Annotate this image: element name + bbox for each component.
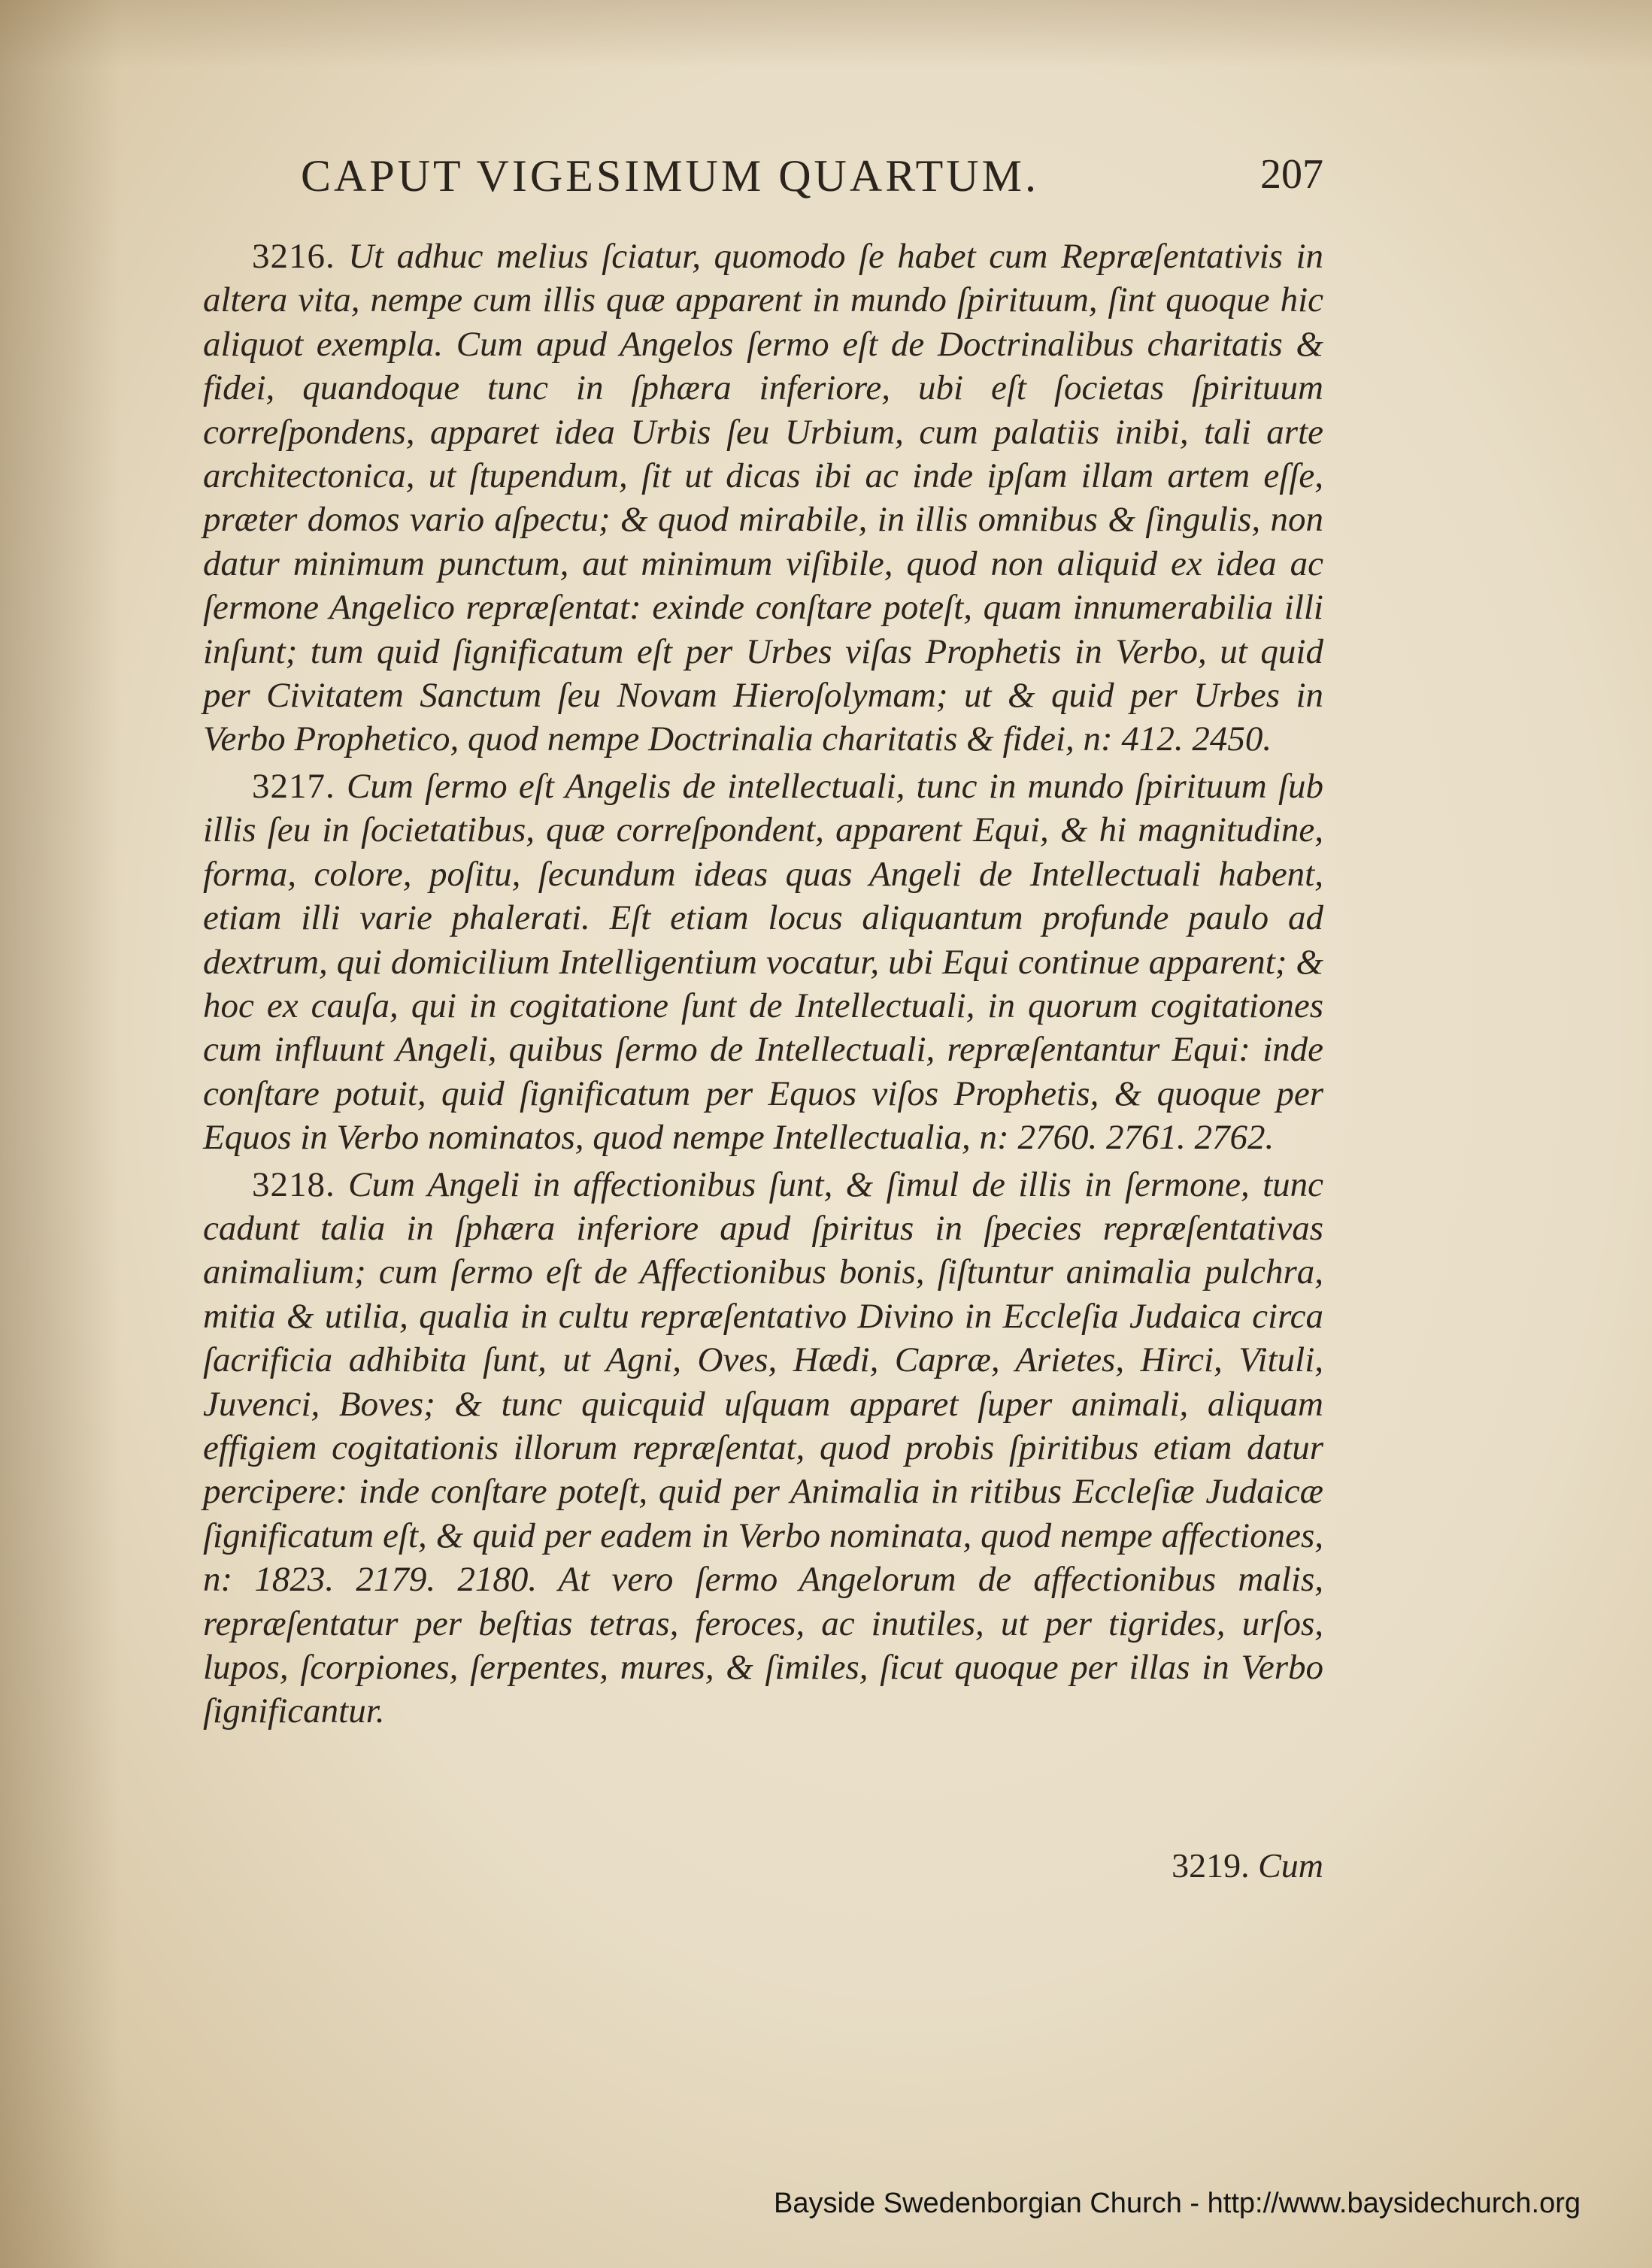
- paragraph-3216: [203, 235, 1323, 762]
- body-text: [203, 235, 1323, 1737]
- paragraph-number: 3216.: [252, 237, 335, 276]
- page-number: 207: [1260, 151, 1323, 198]
- paragraph-3217: [203, 765, 1323, 1160]
- catchword-number: 3219.: [1172, 1846, 1250, 1885]
- spine-shadow: [0, 0, 120, 2268]
- paragraph-3218: [203, 1163, 1323, 1734]
- paragraph-text: Ut adhuc melius ſciatur, quomodo ſe habet cum Repræſentativis in altera vita, nempe cum illis quæ apparent in mundo ſpirituum, ſint quoque hic aliquot exempla. Cum apud Angelos ſermo eſt de Doctrinalibus charitatis & fidei, quandoque tunc in ſphæra inferiore, ubi eſt ſocietas ſpirituum correſpondens, apparet idea Urbis ſeu Urbium, cum palatiis inibi, tali arte architectonica, ut ſtupendum, ſit ut dicas ibi ac inde ipſam illam artem eſſe, præter domos vario aſpectu; & quod mirabile, in illis omnibus & ſingulis, non datur minimum punctum, aut minimum viſibile, quod non aliquid ex idea ac ſermone Angelico repræſentat: exinde conſtare poteſt, quam innumerabilia illi inſunt; tum quid ſignificatum eſt per Urbes viſas Prophetis in Verbo, ut quid per Civitatem Sanctum ſeu Novam Hieroſolymam; ut & quid per Urbes in Verbo Prophetico, quod nempe Doctrinalia charitatis & fidei, n: 412. 2450.: [203, 237, 1323, 759]
- running-head: CAPUT VIGESIMUM QUARTUM.: [301, 151, 1039, 201]
- paragraph-number: 3218.: [252, 1164, 335, 1204]
- paragraph-number: 3217.: [252, 766, 335, 806]
- page-header: [301, 150, 1323, 210]
- top-edge-shadow: [0, 0, 1652, 68]
- watermark-credit: Bayside Swedenborgian Church - http://www.baysidechurch.org: [773, 2188, 1581, 2219]
- catchword-word: Cum: [1258, 1846, 1323, 1885]
- paragraph-text: Cum ſermo eſt Angelis de intellectuali, tunc in mundo ſpirituum ſub illis ſeu in ſocietatibus, quæ correſpondent, apparent Equi, & hi magnitudine, forma, colore, poſitu, ſecundum ideas quas Angeli de Intellectuali habent, etiam illi varie phalerati. Eſt etiam locus aliquantum profunde paulo ad dextrum, qui domicilium Intelligentium vocatur, ubi Equi continue apparent; & hoc ex cauſa, qui in cogitatione ſunt de Intellectuali, in quorum cogitationes cum influunt Angeli, quibus ſermo de Intellectuali, repræſentantur Equi: inde conſtare potuit, quid ſignificatum per Equos viſos Prophetis, & quoque per Equos in Verbo nominatos, quod nempe Intellectualia, n: 2760. 2761. 2762.: [203, 766, 1324, 1158]
- paragraph-text: Cum Angeli in affectionibus ſunt, & ſimul de illis in ſermone, tunc cadunt talia in ſphæra inferiore apud ſpiritus in ſpecies repræſentativas animalium; cum ſermo eſt de Affectionibus bonis, ſiſtuntur animalia pulchra, mitia & utilia, qualia in cultu repræſentativo Divino in Eccleſia Judaica circa ſacrificia adhibita ſunt, ut Agni, Oves, Hædi, Capræ, Arietes, Hirci, Vituli, Juvenci, Boves; & tunc quicquid uſquam apparet ſuper animali, aliquam effigiem cogitationis illorum repræſentat, quod probis ſpiritibus etiam datur percipere: inde conſtare poteſt, quid per Animalia in ritibus Eccleſiæ Judaicæ ſignificatum eſt, & quid per eadem in Verbo nominata, quod nempe affectiones, n: 1823. 2179. 2180. At vero ſermo Angelorum de affectionibus malis, repræſentatur per beſtias tetras, feroces, ac inutiles, ut per tigrides, urſos, lupos, ſcorpiones, ſerpentes, mures, & ſimiles, ſicut quoque per illas in Verbo ſignificantur.: [203, 1164, 1323, 1731]
- catchword: [1172, 1846, 1323, 1885]
